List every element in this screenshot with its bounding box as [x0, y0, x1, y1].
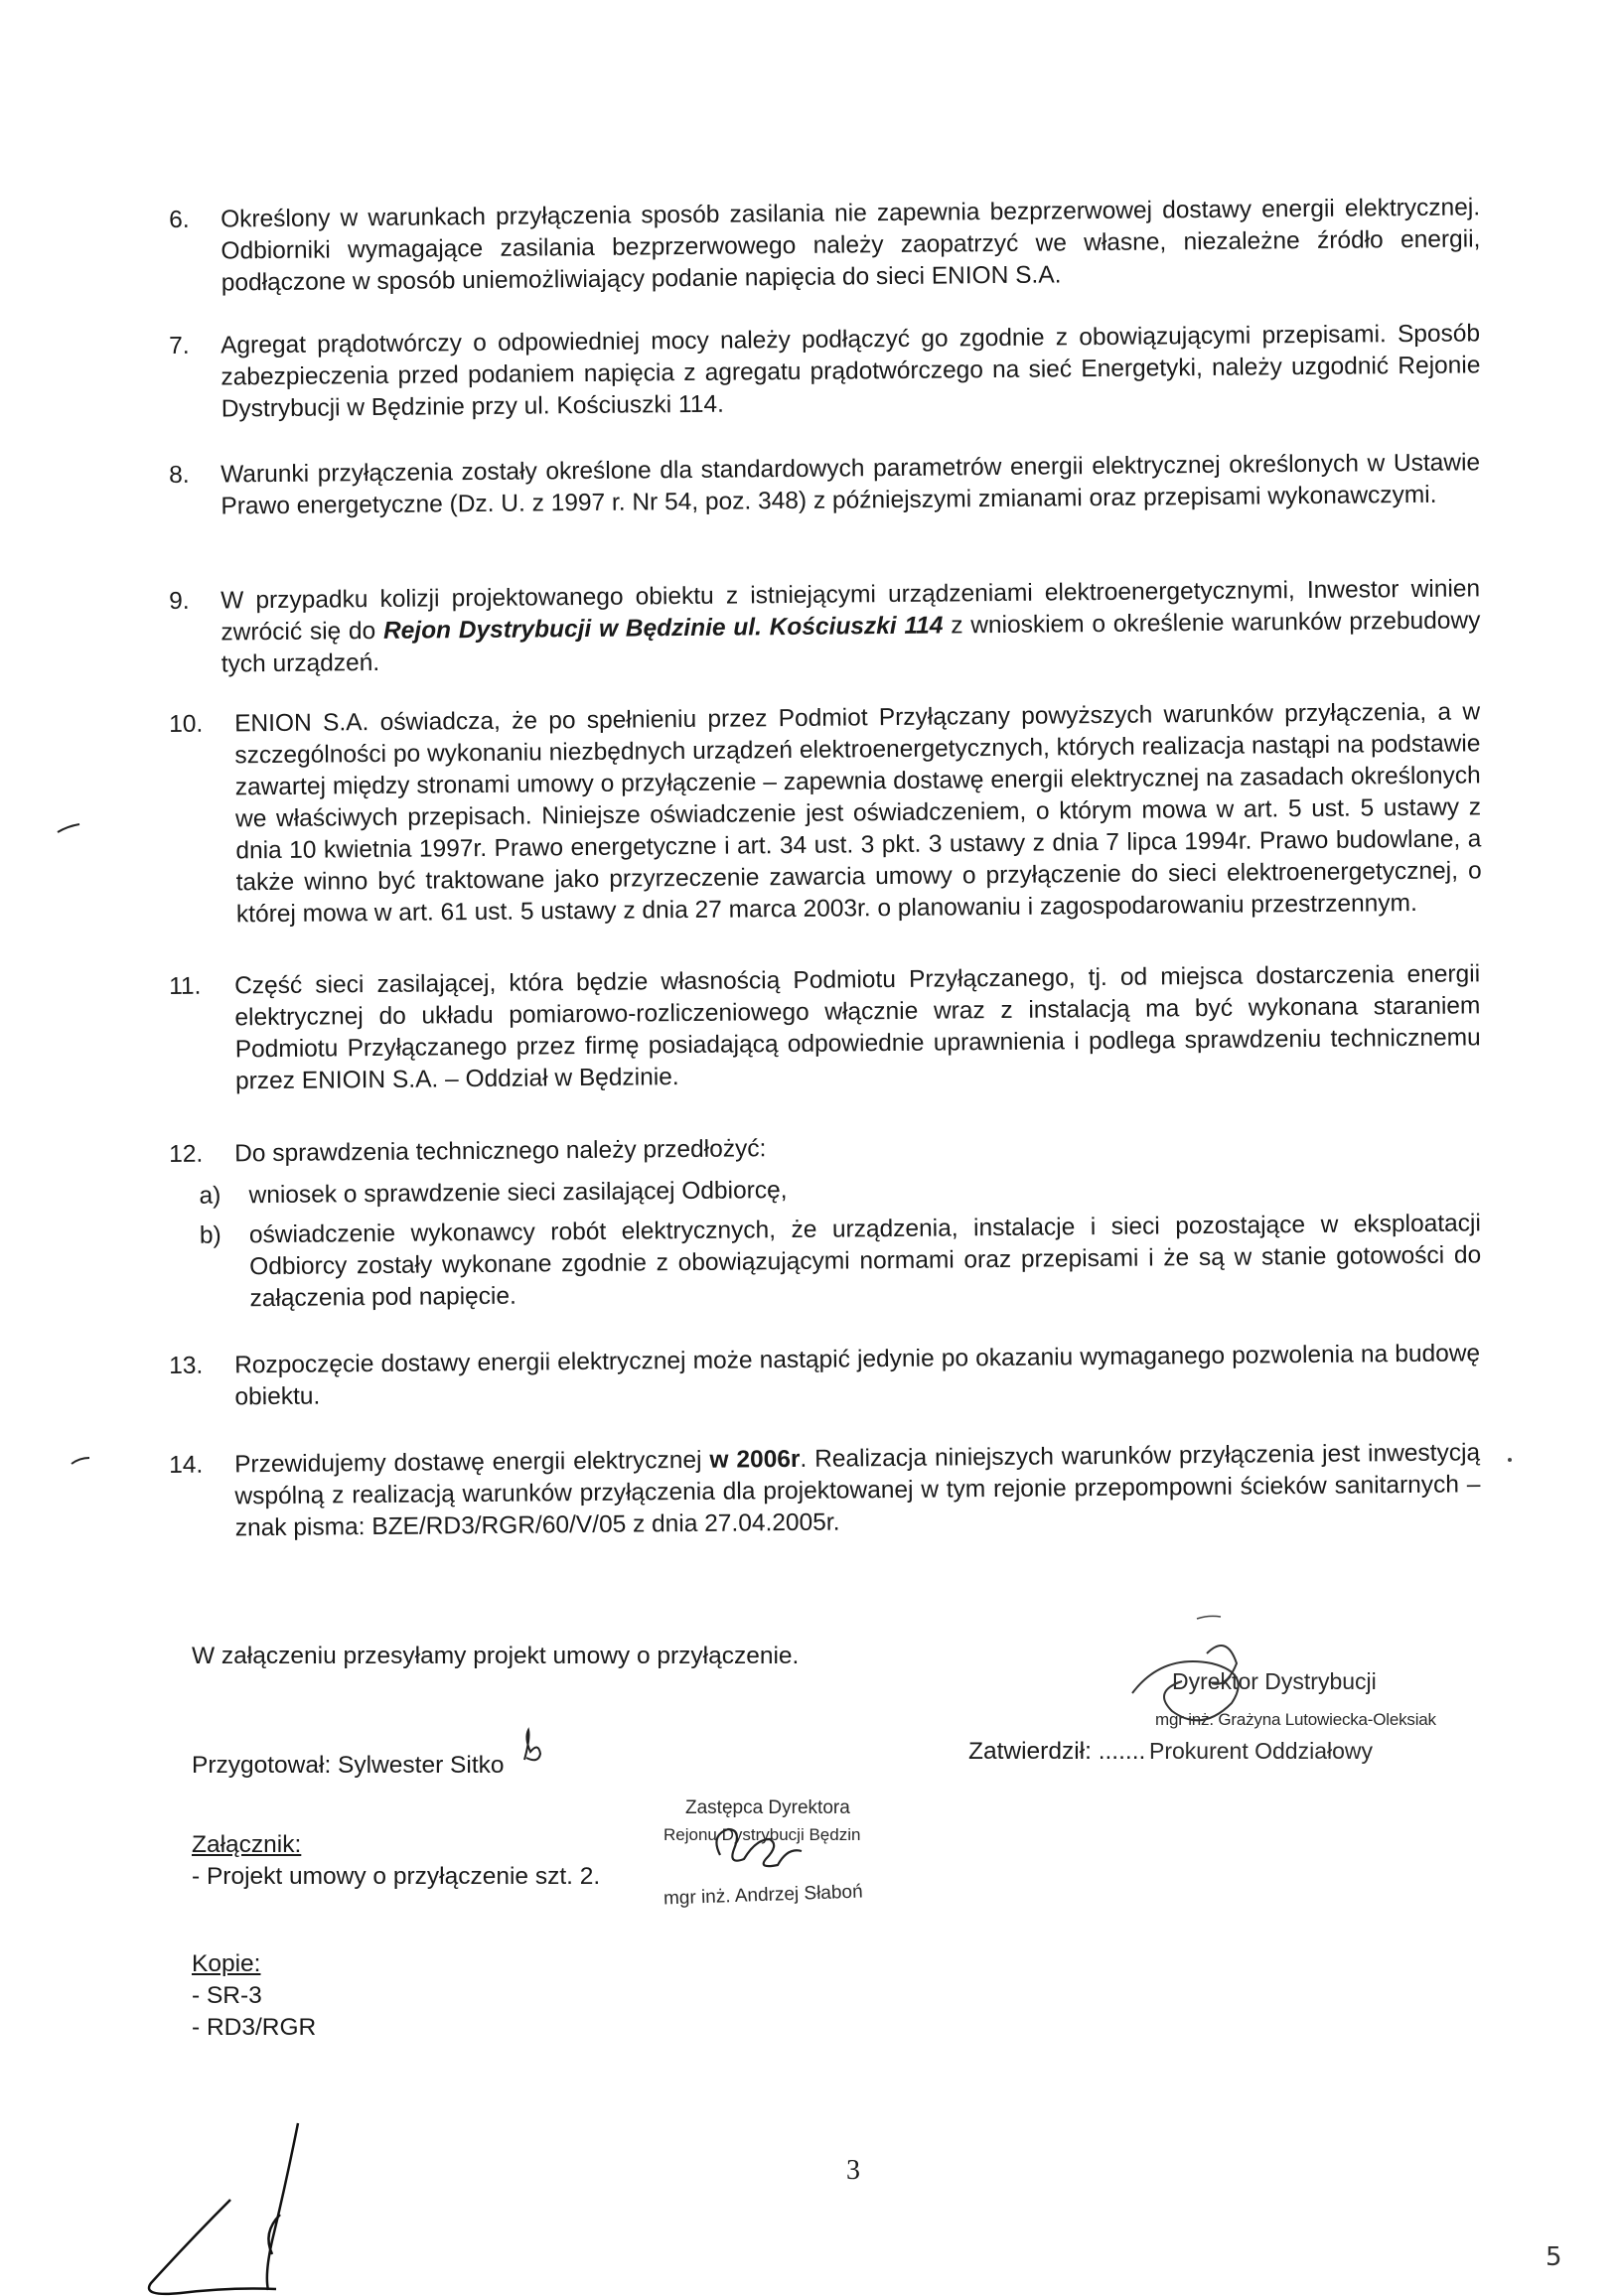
item-text: Agregat prądotwórczy o odpowiedniej mocy należy podłączyć go zgodnie z obowiązującymi przepisami. Sposób zabezpieczenia przed podaniem napięcia z agregatu prądotwórczego na sieć Energetyki, należy uzgodnić Rejonie Dystrybucji w Będzinie przy ul. Kościuszki 114.	[221, 320, 1481, 423]
deputy-stamp-name: mgr inż. Andrzej Słaboń	[663, 1881, 863, 1910]
deputy-signature	[716, 1829, 802, 1866]
director-signature	[1197, 1616, 1221, 1619]
page-number: 3	[846, 2155, 860, 2186]
sub-item-label: a)	[199, 1182, 221, 1210]
prepared-by: Przygotował: Sylwester Sitko	[192, 1752, 505, 1779]
item-text-part: z wnioskiem o określenie warunków przebudowy tych urządzeń.	[221, 607, 1481, 678]
copy-item: - RD3/RGR	[192, 2014, 317, 2041]
copies-heading: Kopie:	[192, 1950, 261, 1977]
item-number: 9.	[169, 587, 190, 615]
item-text: Rozpoczęcie dostawy energii elektrycznej może nastąpić jedynie po okazaniu wymaganego pozwolenia na budowę obiektu.	[234, 1340, 1481, 1411]
item-text-bold: Rejon Dystrybucji w Będzinie ul. Kościuszki 114	[382, 612, 944, 645]
margin-tick-mark	[58, 824, 79, 832]
item-number: 10.	[169, 710, 204, 738]
director-stamp-role: Prokurent Oddziałowy	[1149, 1738, 1373, 1764]
attachment-note: W załączeniu przesyłamy projekt umowy o przyłączenie.	[192, 1643, 800, 1669]
item-text-bold: w 2006r	[709, 1445, 801, 1474]
director-signature	[1132, 1661, 1239, 1720]
sub-item-label: b)	[199, 1221, 221, 1249]
attachment-item: - Projekt umowy o przyłączenie szt. 2.	[192, 1863, 601, 1890]
corner-mark: 5	[1546, 2242, 1562, 2272]
deputy-stamp-title: Zastępca Dyrektora	[685, 1797, 850, 1818]
item-number: 12.	[169, 1140, 204, 1168]
item-text-part: W przypadku kolizji projektowanego obiektu z istniejącymi urządzeniami elektroenergetycznymi, Inwestor winien zwrócić się do	[221, 575, 1481, 646]
director-stamp-title: Dyrektor Dystrybucji	[1172, 1668, 1377, 1694]
item-number: 7.	[169, 332, 190, 359]
copy-item: - SR-3	[192, 1982, 262, 2009]
initials-signature	[149, 2200, 276, 2294]
item-number: 8.	[169, 461, 190, 489]
item-number: 6.	[169, 206, 190, 233]
item-text: ENION S.A. oświadcza, że po spełnieniu przez Podmiot Przyłączany powyższych warunków przyłączenia, a w szczególności po wykonaniu niezbędnych urządzeń elektroenergetycznych, których realizacja nastąpi na podstawie zawartej między stronami umowy o przyłączenie – zapewnia dostawę energii elektrycznej na zasadach określonych we właściwych przepisach. Niniejsze oświadczenie jest oświadczeniem, o którym mowa w art. 5 ust. 5 ustawy z dnia 10 kwietnia 1997r. Prawo energetyczne i art. 34 ust. 3 pkt. 3 ustawy z dnia 7 lipca 1994r. Prawo budowlane, a także winno być traktowane jako przyrzeczenie zawarcia umowy o przyłączenie do sieci elektroenergetycznej, o której mowa w art. 61 ust. 5 ustawy z dnia 27 marca 2003r. o planowaniu i zagospodarowaniu przestrzennym.	[234, 698, 1482, 929]
item-text-part: . Realizacja niniejszych warunków przyłączenia jest inwestycją wspólną z realizacją warunków przyłączenia dla projektowanej w tym rejonie przepompowni ścieków sanitarnych – znak pisma: BZE/RD3/RGR/60/V/05 z dnia 27.04.2005r.	[234, 1439, 1481, 1542]
item-number: 11.	[169, 972, 202, 1000]
item-text: Warunki przyłączenia zostały określone dla standardowych parametrów energii elektrycznej określonych w Ustawie Prawo energetyczne (Dz. U. z 1997 r. Nr 54, poz. 348) z późniejszymi zmianami oraz przepisami wykonawczymi.	[221, 449, 1481, 520]
item-text: Część sieci zasilającej, która będzie własnością Podmiotu Przyłączanego, tj. od miejsca dostarczenia energii elektrycznej do układu pomiarowo-rozliczeniowego włącznie wraz z instalacją ma być wykonana staraniem Podmiotu Przyłączanego przez firmę posiadającą odpowiednie uprawnienia i podlega sprawdzeniu technicznemu przez ENIOIN S.A. – Oddział w Będzinie.	[234, 960, 1481, 1095]
approved-by: Zatwierdził: .......	[968, 1738, 1146, 1765]
sub-item-text: wniosek o sprawdzenie sieci zasilającej Odbiorcę,	[248, 1177, 788, 1210]
initials-signature	[267, 2123, 298, 2290]
preparer-signature	[524, 1730, 540, 1760]
director-stamp-name: mgr inż. Grażyna Lutowiecka-Oleksiak	[1155, 1710, 1436, 1729]
item-text: Do sprawdzenia technicznego należy przedłożyć:	[234, 1135, 767, 1168]
director-signature	[1207, 1646, 1237, 1684]
margin-tick-mark	[72, 1458, 89, 1464]
attachment-heading: Załącznik:	[192, 1831, 302, 1858]
deputy-stamp-unit: Rejonu Dystrybucji Będzin	[663, 1825, 861, 1844]
item-number: 13.	[169, 1352, 204, 1379]
sub-item-text: oświadczenie wykonawcy robót elektrycznych, że urządzenia, instalacje i sieci pozostające w eksploatacji Odbiorcy zostały wykonane zgodnie z obowiązującymi normami oraz przepisami i że są w stanie gotowości do załączenia pod napięcie.	[248, 1210, 1482, 1313]
stray-dot	[1508, 1458, 1512, 1462]
item-number: 14.	[169, 1451, 204, 1479]
item-text-part: Przewidujemy dostawę energii elektrycznej	[234, 1446, 710, 1479]
item-text: Określony w warunkach przyłączenia sposób zasilania nie zapewnia bezprzerwowej dostawy energii elektrycznej. Odbiorniki wymagające zasilania bezprzerwowego należy zaopatrzyć we własne, niezależne źródło energii, podłączone w sposób uniemożliwiający podanie napięcia do sieci ENION S.A.	[221, 194, 1481, 297]
